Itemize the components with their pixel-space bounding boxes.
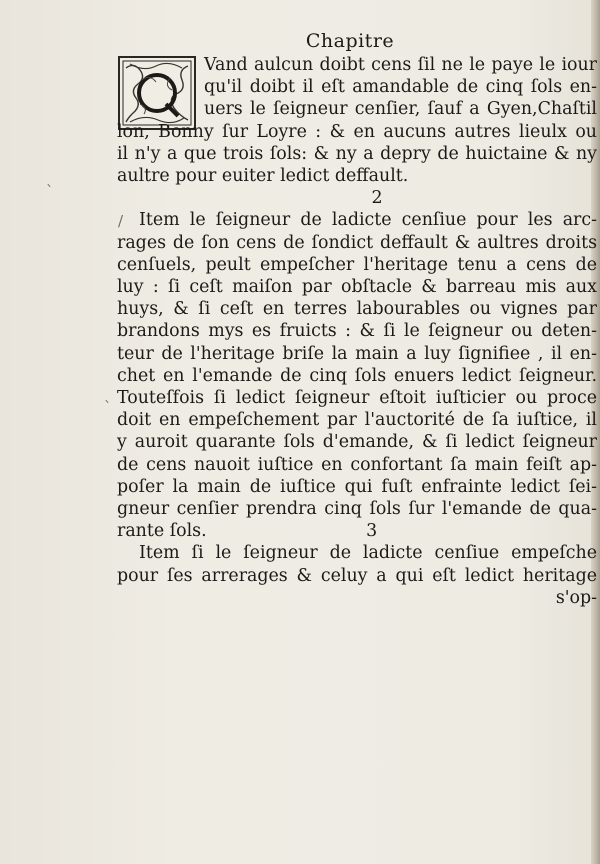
text-line: Touteſfois ſi ledict ſeigneur eſtoit iuſticier ou proce — [117, 388, 597, 409]
text-line: Item le ſeigneur de ladicte cenſiue pour les arc- — [139, 210, 597, 231]
text-line: brandons mys es fruicts : & ſi le ſeigneur ou deten- — [117, 321, 597, 342]
text-line: Item ſi le ſeigneur de ladicte cenſiue empeſche — [139, 543, 597, 564]
text-line: pour ſes arrerages & celuy a qui eſt ledict heritage — [117, 565, 597, 586]
text-line: poſer la main de iuſtice qui fuſt enfrainte ledict ſei- — [117, 476, 597, 497]
margin-mark: / — [118, 212, 124, 230]
text-line: lon, Bonny ſur Loyre : & en aucuns autres lieulx ou — [117, 121, 597, 142]
text-line: huys, & ſi ceſt en terres labourables ou vignes par — [117, 299, 597, 320]
text-line: Vand aulcun doibt cens ſil ne le paye le iour — [204, 55, 597, 75]
main-text — [117, 54, 597, 609]
margin-mark: ` — [46, 182, 54, 200]
text-line: gneur cenſier prendra cinq ſols ſur l'emande de qua- — [117, 499, 597, 520]
text-line: rages de ſon cens de ſondict deffault & aultres droits — [117, 232, 597, 253]
text-line: chet en l'emande de cinq ſols enuers ledict ſeigneur. — [117, 365, 597, 386]
text-line: il n'y a que trois ſols: & ny a depry de huictaine & ny — [117, 143, 597, 164]
section-number: 2 — [371, 188, 383, 209]
text-line: uers le ſeigneur cenſier, ſauf a Gyen,Chaſtil — [204, 99, 597, 120]
running-head: Chapitre — [305, 30, 395, 52]
text-line: y auroit quarante ſols d'emande, & ſi ledict ſeigneur — [117, 432, 597, 453]
text-line: aultre pour euiter ledict deffault. — [117, 166, 409, 187]
text-line: luy : ſi ceſt maiſon par obſtacle & barreau mis aux — [117, 277, 597, 298]
text-line: qu'il doibt il eſt amandable de cinq ſols en- — [204, 77, 597, 98]
section-number: 3 — [366, 521, 378, 542]
text-line: teur de l'heritage briſe la main a luy ſignifiee , il en- — [117, 343, 597, 364]
catchword: s'op- — [555, 587, 597, 608]
text-line: rante ſols. — [117, 521, 207, 542]
margin-mark: ` — [104, 398, 112, 416]
text-line: doit en empeſchement par l'auctorité de ſa iuſtice, il — [117, 410, 597, 431]
text-line: de cens nauoit iuſtice en confortant ſa main feiſt ap- — [117, 454, 597, 475]
text-line: cenſuels, peult empeſcher l'heritage tenu a cens de — [117, 254, 597, 275]
